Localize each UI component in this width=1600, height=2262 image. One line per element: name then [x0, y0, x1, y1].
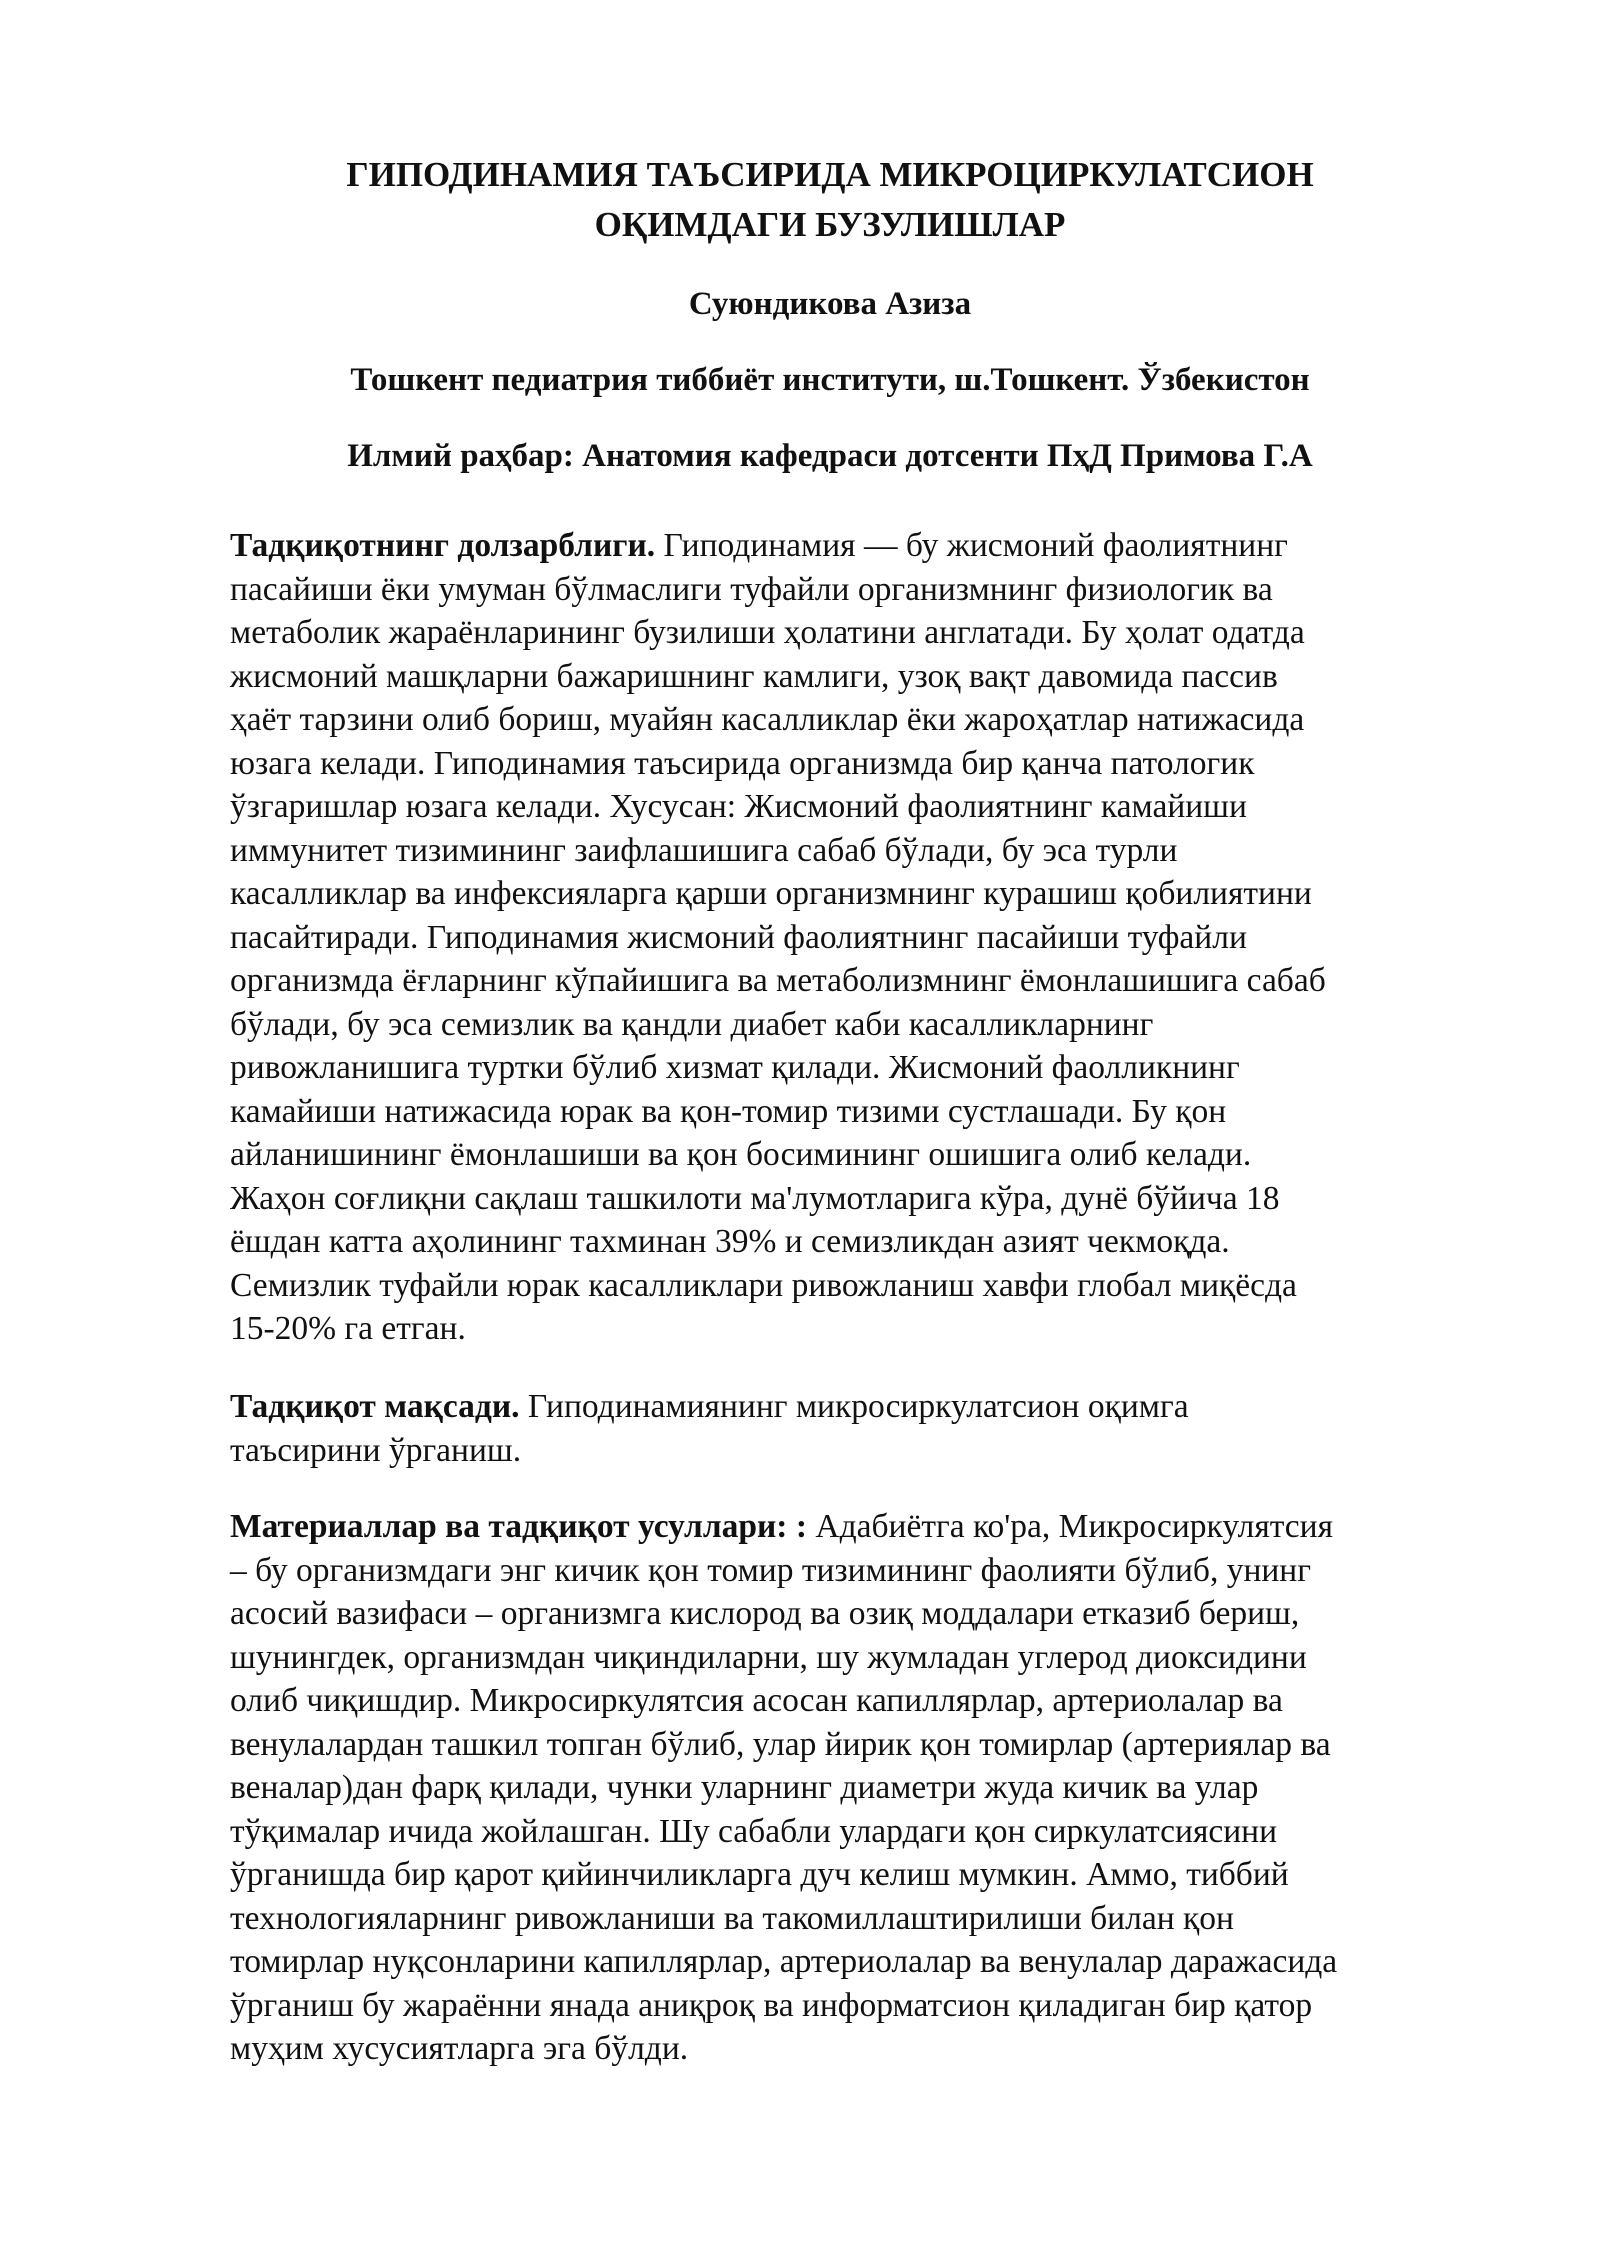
section-goal	[230, 1385, 1490, 1472]
author-institute: Тошкент педиатрия тиббиёт институти, ш.Тошкент. Ўзбекистон	[350, 362, 1310, 398]
section-text: Гиподинамия — бу жисмоний фаолиятнинг	[655, 527, 1288, 564]
section-materials-methods	[230, 1505, 1490, 2071]
document-title	[230, 150, 1430, 250]
section-heading: Тадқиқотнинг долзарблиги.	[230, 527, 656, 564]
text-line: венулалардан ташкил топган бўлиб, улар йирик қон томирлар (артериялар ва	[230, 1725, 1331, 1763]
text-line: бўлади, бу эса семизлик ва қандли диабет каби касалликларнинг	[230, 1005, 1154, 1043]
text-line: камайиши натижасида юрак ва қон-томир тизими сустлашади. Бу қон	[230, 1092, 1227, 1130]
section-heading: Материаллар ва тадқиқот усуллари: :	[230, 1508, 807, 1545]
text-line: технологияларнинг ривожланиши ва такомиллаштирилиши билан қон	[230, 1899, 1234, 1937]
text-line: – бу организмдаги энг кичик қон томир тизимининг фаолияти бўлиб, унинг	[230, 1551, 1311, 1589]
text-line: иммунитет тизимининг заифлашишига сабаб бўлади, бу эса турли	[230, 831, 1178, 869]
section-relevance	[230, 524, 1490, 1351]
text-line: метаболик жараёнларининг бузилиши ҳолатини англатади. Бу ҳолат одатда	[230, 614, 1305, 651]
section-first-line	[230, 1385, 1490, 1429]
section-heading: Тадқиқот мақсади.	[230, 1388, 520, 1425]
text-line: ўрганиш бу жараённи янада аниқроқ ва информатсион қиладиган бир қатор	[230, 1986, 1313, 2024]
scientific-advisor: Илмий раҳбар: Анатомия кафедраси дотсенти ПҳД Примова Г.А	[347, 438, 1313, 474]
section-text: Гиподинамиянинг микросиркулатсион оқимга	[519, 1388, 1189, 1425]
text-line: ўрганишда бир қарот қийинчиликларга дуч келиш мумкин. Аммо, тиббий	[230, 1856, 1289, 1893]
text-line: тўқималар ичида жойлашган. Шу сабабли улардаги қон сиркулатсиясини	[230, 1812, 1278, 1850]
section-first-line	[230, 1505, 1490, 1549]
title-line-2: ОҚИМДАГИ БУЗУЛИШЛАР	[594, 205, 1066, 244]
title-line-1: ГИПОДИНАМИЯ ТАЪСИРИДА МИКРОЦИРКУЛАТСИОН	[346, 155, 1314, 194]
text-line: ривожланишига туртки бўлиб хизмат қилади. Жисмоний фаолликнинг	[230, 1049, 1240, 1086]
text-line: асосий вазифаси – организмга кислород ва озиқ моддалари етказиб бериш,	[230, 1595, 1300, 1632]
text-line: олиб чиқишдир. Микросиркулятсия асосан капиллярлар, артериолалар ва	[230, 1682, 1283, 1719]
text-line: Семизлик туфайли юрак касалликлари ривожланиш хавфи глобал миқёсда	[230, 1266, 1297, 1304]
section-text: Адабиётга ко'ра, Микросиркулятсия	[807, 1508, 1334, 1545]
text-line: 15-20% га етган.	[230, 1310, 466, 1347]
text-line: ҳаёт тарзини олиб бориш, муайян касалликлар ёки жароҳатлар натижасида	[230, 701, 1305, 738]
text-line: шунингдек, организмдан чиқиндиларни, шу жумладан углерод диоксидини	[230, 1638, 1307, 1676]
section-first-line	[230, 524, 1490, 568]
text-line: юзага келади. Гиподинамия таъсирида организмда бир қанча патологик	[230, 744, 1255, 782]
text-line: пасайиши ёки умуман бўлмаслиги туфайли организмнинг физиологик ва	[230, 570, 1273, 608]
text-line: томирлар нуқсонларини капиллярлар, артериолалар ва венулалар даражасида	[230, 1943, 1338, 1980]
author-name: Суюндикова Азиза	[688, 286, 972, 322]
text-line: ўзгаришлар юзага келади. Хусусан: Жисмоний фаолиятнинг камайиши	[230, 788, 1247, 825]
text-line: касалликлар ва инфексияларга қарши организмнинг курашиш қобилиятини	[230, 875, 1312, 912]
text-line: организмда ёғларнинг кўпайишига ва метаболизмнинг ёмонлашишига сабаб	[230, 962, 1326, 999]
text-line: таъсирини ўрганиш.	[230, 1431, 522, 1469]
text-line: ёшдан катта аҳолининг тахминан 39% и семизликдан азият чекмоқда.	[230, 1223, 1230, 1260]
text-line: айланишининг ёмонлашиши ва қон босимининг ошишига олиб келади.	[230, 1136, 1252, 1173]
text-line: пасайтиради. Гиподинамия жисмоний фаолиятнинг пасайиши туфайли	[230, 918, 1247, 956]
text-line: Жаҳон соғлиқни сақлаш ташкилоти ма'лумотларига кўра, дунё бўйича 18	[230, 1179, 1280, 1217]
text-line: жисмоний машқларни бажаришнинг камлиги, узоқ вақт давомида пассив	[230, 657, 1278, 695]
text-line: муҳим хусусиятларга эга бўлди.	[230, 2030, 689, 2067]
text-line: веналар)дан фарқ қилади, чунки уларнинг диаметри жуда кичик ва улар	[230, 1769, 1259, 1806]
